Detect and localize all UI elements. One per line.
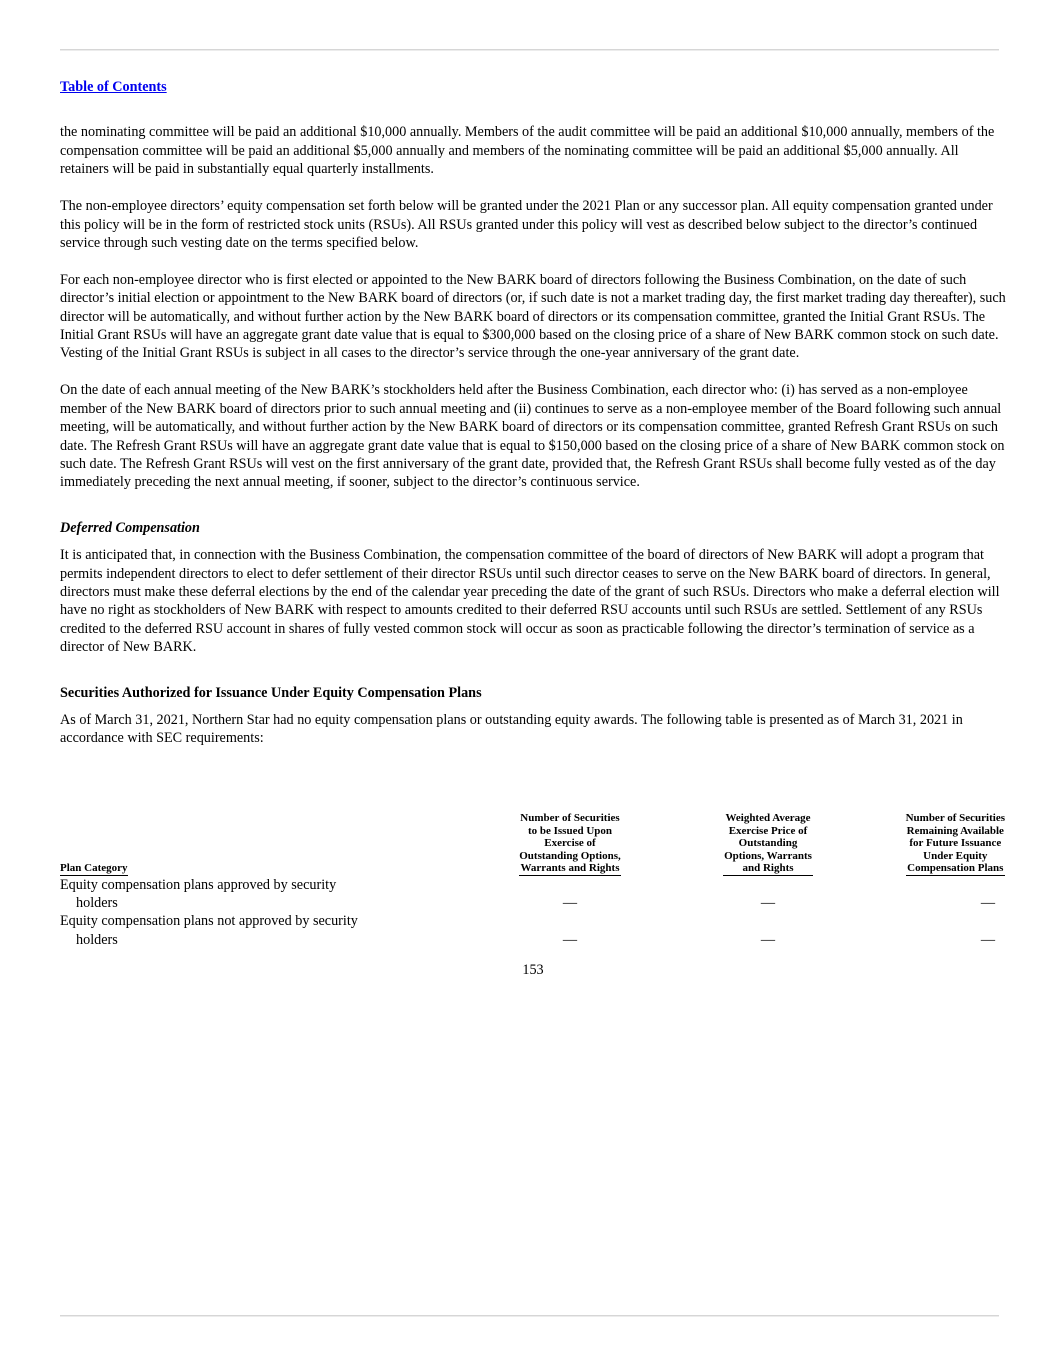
cell-not-approved-remaining: — (980, 931, 995, 948)
header-securities-remaining: Number of Securities Remaining Available for Future Issuance Under Equity Compensation Plans (905, 812, 1005, 874)
document-body (60, 78, 1008, 748)
cell-not-approved-securities: — (562, 931, 578, 948)
row-label-not-approved-cont: holders (76, 931, 118, 948)
table-row (60, 894, 1005, 912)
paragraph-retainers: the nominating committee will be paid an additional $10,000 annually. Members of the audit committee will be paid an additional $10,000 annually, members of the compensation committee will be paid an additional $5,000 annually and members of the nominating committee will be paid an additional $5,000 annually. All retainers will be paid in substantially equal quarterly installments. (60, 124, 995, 178)
table-row (60, 931, 1005, 949)
row-label-not-approved: Equity compensation plans not approved by security (60, 913, 358, 930)
cell-approved-remaining: — (980, 894, 995, 911)
top-divider (60, 49, 999, 50)
paragraph-refresh-grant: On the date of each annual meeting of the New BARK’s stockholders held after the Business Combination, each director who: (i) has served as a non-employee member of the New BARK board of directors prior to such annual meeting and (ii) continues to serve as a non-employee member of the Board following such annual meeting, will be automatically, and without further action by the New BARK board of directors or its compensation committee, granted Refresh Grant RSUs on such date. The Refresh Grant RSUs will have an aggregate grant date value that is equal to $150,000 based on the closing price of a share of New BARK common stock on such date. The Refresh Grant RSUs will vest on the first anniversary of the grant date, provided that, the Refresh Grant RSUs shall become fully vested as of the day immediately preceding the next annual meeting, if sooner, subject to the director’s continuous service. (60, 382, 1005, 491)
paragraph-deferred-compensation: It is anticipated that, in connection with the Business Combination, the compensation committee of the board of directors of New BARK will adopt a program that permits independent directors to elect to defer settlement of their director RSUs until such director ceases to serve on the New BARK board of directors. In general, directors must make these deferral elections by the end of the calendar year preceding the date of the grant of such RSUs. Directors who make a deferral election will have no right as stockholders of New BARK with respect to amounts credited to their deferred RSU accounts until such RSUs are settled. Settlement of any RSUs credited to the deferred RSU account in shares of fully vested common stock will occur as soon as practicable following the director’s termination of service as a director of New BARK. (60, 547, 1000, 656)
paragraph-initial-grant: For each non-employee director who is first elected or appointed to the New BARK board of directors following the Business Combination, on the date of such director’s initial election or appointment to the New BARK board of directors (or, if such date is not a market trading day, the first market trading day thereafter), such director will be automatically, and without further action by the New BARK board of directors or its compensation committee, granted the Initial Grant RSUs. The Initial Grant RSUs will have an aggregate grant date value that is equal to $300,000 based on the closing price of a share of New BARK common stock on such date. Vesting of the Initial Grant RSUs is subject in all cases to the director’s service through the one-year anniversary of the grant date. (60, 271, 1006, 362)
table-row (60, 876, 1005, 894)
row-label-approved: Equity compensation plans approved by security (60, 876, 337, 893)
table-row (60, 912, 1005, 930)
cell-not-approved-price: — (760, 931, 776, 948)
header-plan-category: Plan Category (60, 862, 128, 874)
table-header-row (60, 812, 1005, 876)
securities-authorized-heading: Securities Authorized for Issuance Under Equity Compensation Plans (60, 684, 482, 701)
cell-approved-price: — (760, 894, 776, 911)
deferred-compensation-heading: Deferred Compensation (60, 519, 200, 536)
paragraph-equity-compensation: The non-employee directors’ equity compensation set forth below will be granted under the 2021 Plan or any successor plan. All equity compensation granted under this policy will be in the form of restricted stock units (RSUs). All RSUs granted under this policy will vest as described below subject to the director’s continued service through such vesting date on the terms specified below. (60, 198, 993, 251)
page-number: 153 (522, 962, 544, 978)
paragraph-securities-authorized: As of March 31, 2021, Northern Star had no equity compensation plans or outstanding equity awards. The following table is presented as of March 31, 2021 in accordance with SEC requirements: (60, 712, 963, 747)
table-of-contents-link[interactable]: Table of Contents (60, 79, 167, 95)
header-securities-to-be-issued: Number of Securities to be Issued Upon Exercise of Outstanding Options, Warrants and Rights (519, 812, 621, 874)
equity-compensation-table (60, 812, 1005, 949)
header-weighted-average-price: Weighted Average Exercise Price of Outstanding Options, Warrants and Rights (724, 812, 812, 874)
row-label-approved-cont: holders (76, 894, 118, 911)
bottom-divider (60, 1315, 999, 1316)
cell-approved-securities: — (562, 894, 578, 911)
